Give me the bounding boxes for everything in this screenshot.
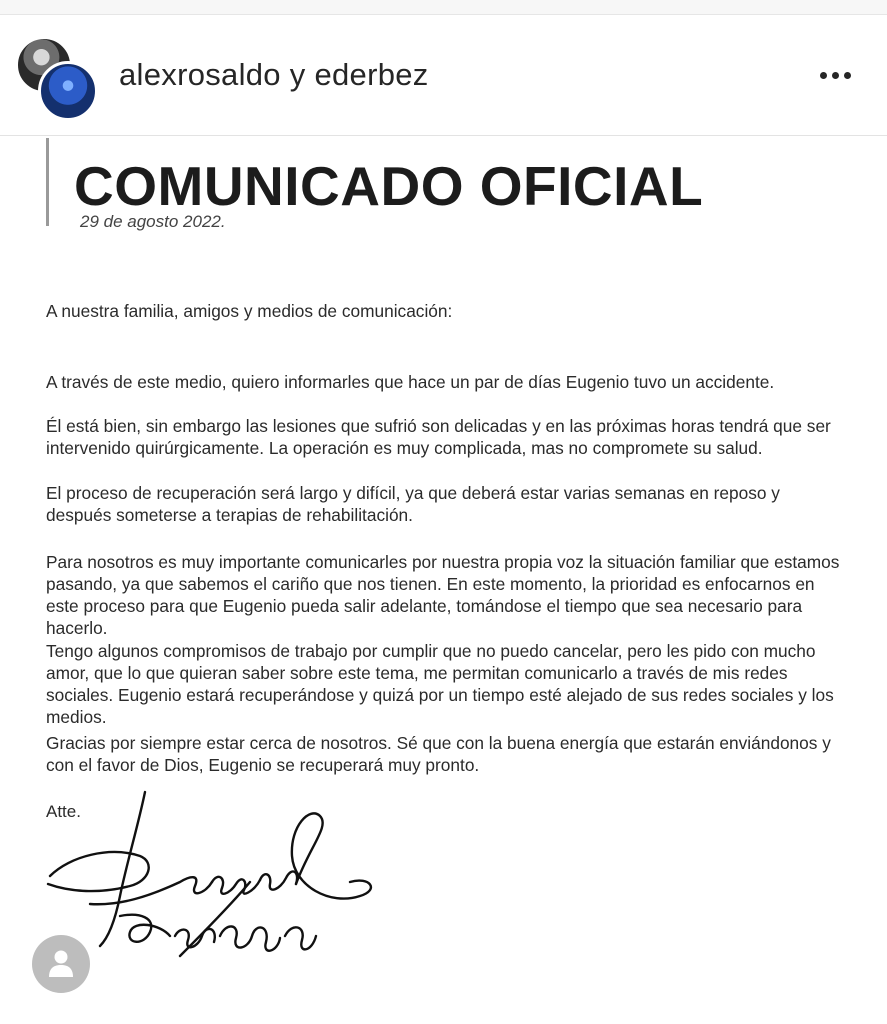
paragraph-4: Para nosotros es muy importante comunicarles por nuestra propia voz la situación familiar que estamos pasando, ya que sabemos el cariño que nos tienen. En este momento, la prioridad es enfocarnos en este proceso para que Eugenio pueda salir adelante, tomándose el tiempo que sea necesario para hacerlo. [46,552,840,638]
closing: Atte. [46,802,81,821]
document-title: COMUNICADO OFICIAL [74,155,704,217]
collab-avatars[interactable] [16,37,96,117]
post-header [0,15,887,136]
paragraph-6: Gracias por siempre estar cerca de nosotros. Sé que con la buena energía que estarán enviándonos y con el favor de Dios, Eugenio se recuperará muy pronto. [46,733,831,775]
document-date: 29 de agosto 2022. [80,212,226,231]
top-strip [0,0,887,15]
more-options-icon[interactable] [812,65,858,85]
avatar-ederbez[interactable] [38,61,98,121]
profile-icon[interactable] [32,935,90,993]
paragraph-2: Él está bien, sin embargo las lesiones que sufrió son delicadas y en las próximas horas tendrá que ser intervenido quirúrgicamente. La operación es muy complicada, mas no compromete su salud. [46,416,831,458]
paragraph-5: Tengo algunos compromisos de trabajo por cumplir que no puedo cancelar, pero les pido con mucho amor, que lo que quieran saber sobre este tema, me permitan comunicarlo a través de mis redes sociales. Eugenio estará recuperándose y quizá por un tiempo esté alejado de sus redes sociales y los medios. [46,641,834,727]
paragraph-1: A través de este medio, quiero informarles que hace un par de días Eugenio tuvo un accidente. [46,372,775,392]
paragraph-3: El proceso de recuperación será largo y difícil, ya que deberá estar varias semanas en reposo y después someterse a terapias de rehabilitación. [46,483,780,525]
post-image [0,136,887,1024]
post-author[interactable]: alexrosaldo y ederbez [119,57,429,92]
title-accent-bar [46,138,49,226]
greeting: A nuestra familia, amigos y medios de comunicación: [46,301,453,321]
user-icon [46,948,76,980]
